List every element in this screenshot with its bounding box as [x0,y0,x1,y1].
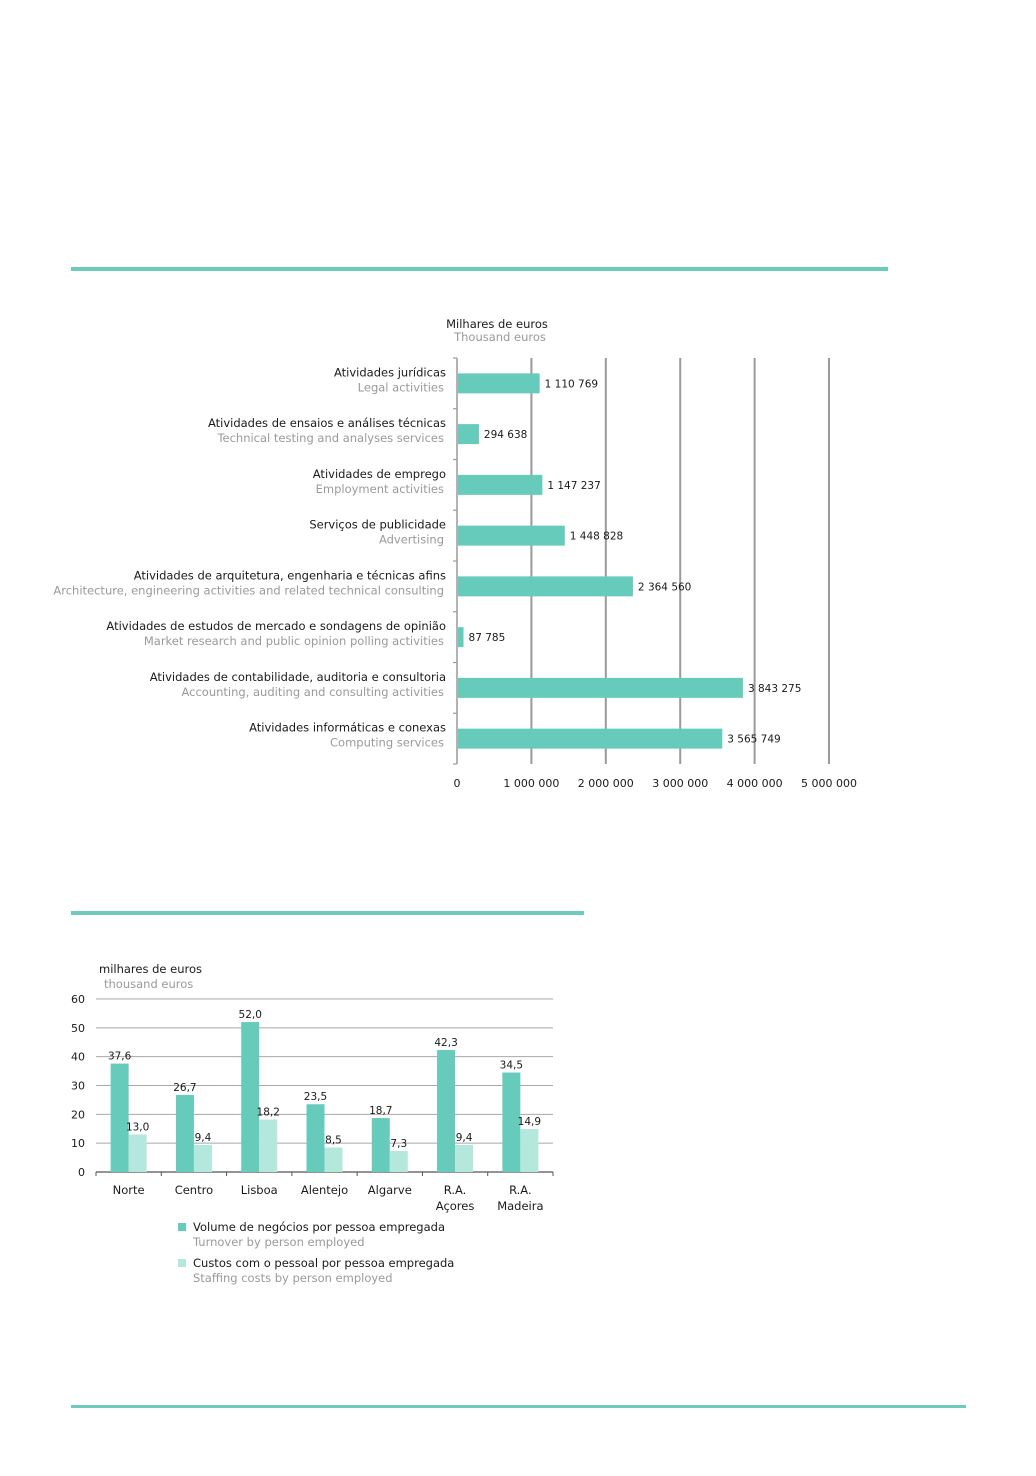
chart2-legend-label: Volume de negócios por pessoa empregada [193,1220,445,1234]
chart2-legend-label-en: Turnover by person employed [193,1235,365,1249]
chart1-category-label-en: Computing services [330,735,444,750]
chart1-category-label: Atividades informáticas e conexas [249,720,446,735]
chart1-category-label-en: Technical testing and analyses services [217,431,444,446]
chart2-data-label: 8,5 [325,1134,342,1147]
chart2-y-tick-label: 20 [71,1108,85,1122]
chart1-value-label: 2 364 560 [637,581,692,594]
chart2-bar [176,1095,194,1172]
chart1-category-label-en: Legal activities [357,380,444,395]
chart2-bar [437,1050,455,1172]
chart2-bar [455,1145,473,1172]
chart2-bar [241,1022,259,1172]
chart2-bar [372,1118,390,1172]
chart2-data-label: 9,4 [194,1131,212,1144]
chart2-category-label: Lisboa [240,1183,278,1197]
chart2-y-tick-label: 0 [78,1166,85,1179]
chart1-category-label: Serviços de publicidade [309,517,446,532]
chart2-data-label: 23,5 [303,1091,328,1104]
chart2-data-label: 42,3 [434,1037,458,1050]
chart2-category-label: R.A. [509,1183,532,1197]
chart1-category-label: Atividades de emprego [312,466,446,481]
chart1-x-tick-label: 5 000 000 [801,777,857,790]
chart1-unit-label-en: Thousand euros [454,330,546,344]
chart2-bar [520,1129,538,1172]
chart2-data-label: 37,6 [107,1050,132,1063]
chart2-y-tick-label: 30 [71,1079,85,1093]
chart2-y-tick-label: 50 [71,1021,85,1035]
chart2-data-label: 26,7 [173,1082,197,1095]
chart2-bar [307,1104,325,1172]
chart1-x-tick-label: 0 [453,777,461,790]
chart1-category-label-en: Accounting, auditing and consulting activities [181,684,444,699]
chart2-data-label: 34,5 [499,1059,524,1072]
chart1-x-tick-label: 3 000 000 [652,777,709,790]
chart1-category-label: Atividades de contabilidade, auditoria e consultoria [149,669,446,684]
chart1-category-label: Atividades jurídicas [333,365,446,380]
chart2-legend-label: Custos com o pessoal por pessoa empregada [193,1256,455,1270]
chart2-category-label: Madeira [497,1199,544,1213]
chart2-unit-label-en: thousand euros [104,977,194,991]
chart1-value-label: 1 448 828 [569,530,624,543]
chart2-y-tick-label: 10 [71,1137,85,1151]
chart2-data-label: 52,0 [238,1009,262,1022]
chart2-y-tick-label: 40 [71,1050,85,1064]
chart2-data-label: 9,4 [455,1131,473,1144]
chart1-x-tick-label: 4 000 000 [726,777,783,790]
chart2-y-tick-label: 60 [71,993,85,1006]
chart2-bar [325,1147,343,1172]
chart1-category-label-en: Market research and public opinion polling activities [143,634,444,649]
chart2-legend-swatch [178,1223,186,1231]
chart1-value-label: 87 785 [468,632,506,645]
chart2-category-label: Algarve [367,1183,412,1197]
chart2-legend-swatch [178,1259,186,1267]
chart1-value-label: 1 110 769 [544,378,599,391]
chart1-x-tick-label: 1 000 000 [503,777,560,790]
chart2-bar [390,1151,408,1172]
chart1-value-label: 3 565 749 [727,733,781,746]
chart2-category-label: Centro [174,1183,214,1197]
chart2-legend-label-en: Staffing costs by person employed [193,1271,393,1285]
chart2-bar [259,1120,277,1172]
chart1-category-label: Atividades de arquitetura, engenharia e técnicas afins [133,568,446,583]
chart2-data-label: 14,9 [517,1116,542,1129]
chart1-category-label: Atividades de ensaios e análises técnicas [207,416,446,431]
chart1-value-label: 3 843 275 [747,682,802,695]
chart1-x-tick-label: 2 000 000 [577,777,634,790]
chart1-category-label-en: Architecture, engineering activities and related technical consulting [53,583,444,598]
chart2-category-label: Açores [435,1199,475,1213]
chart2-data-label: 18,7 [369,1105,393,1118]
chart2-category-label: Norte [112,1183,145,1197]
chart1-value-label: 1 147 237 [547,479,601,492]
chart1-unit-label: Milhares de euros [446,317,548,331]
chart1-category-label: Atividades de estudos de mercado e sondagens de opinião [106,619,446,634]
chart2-data-label: 13,0 [125,1121,150,1134]
chart2-data-label: 18,2 [256,1106,280,1119]
chart2-unit-label: milhares de euros [99,962,203,976]
chart2-category-label: R.A. [443,1183,467,1197]
chart2-bar [129,1135,147,1172]
chart1-category-label-en: Employment activities [315,481,444,496]
chart1-category-label-en: Advertising [378,532,444,547]
chart2-bar [111,1064,129,1172]
chart2-bar [194,1145,212,1172]
chart1-value-label: 294 638 [483,429,528,442]
chart2-category-label: Alentejo [300,1183,349,1197]
chart2-data-label: 7,3 [390,1137,408,1150]
